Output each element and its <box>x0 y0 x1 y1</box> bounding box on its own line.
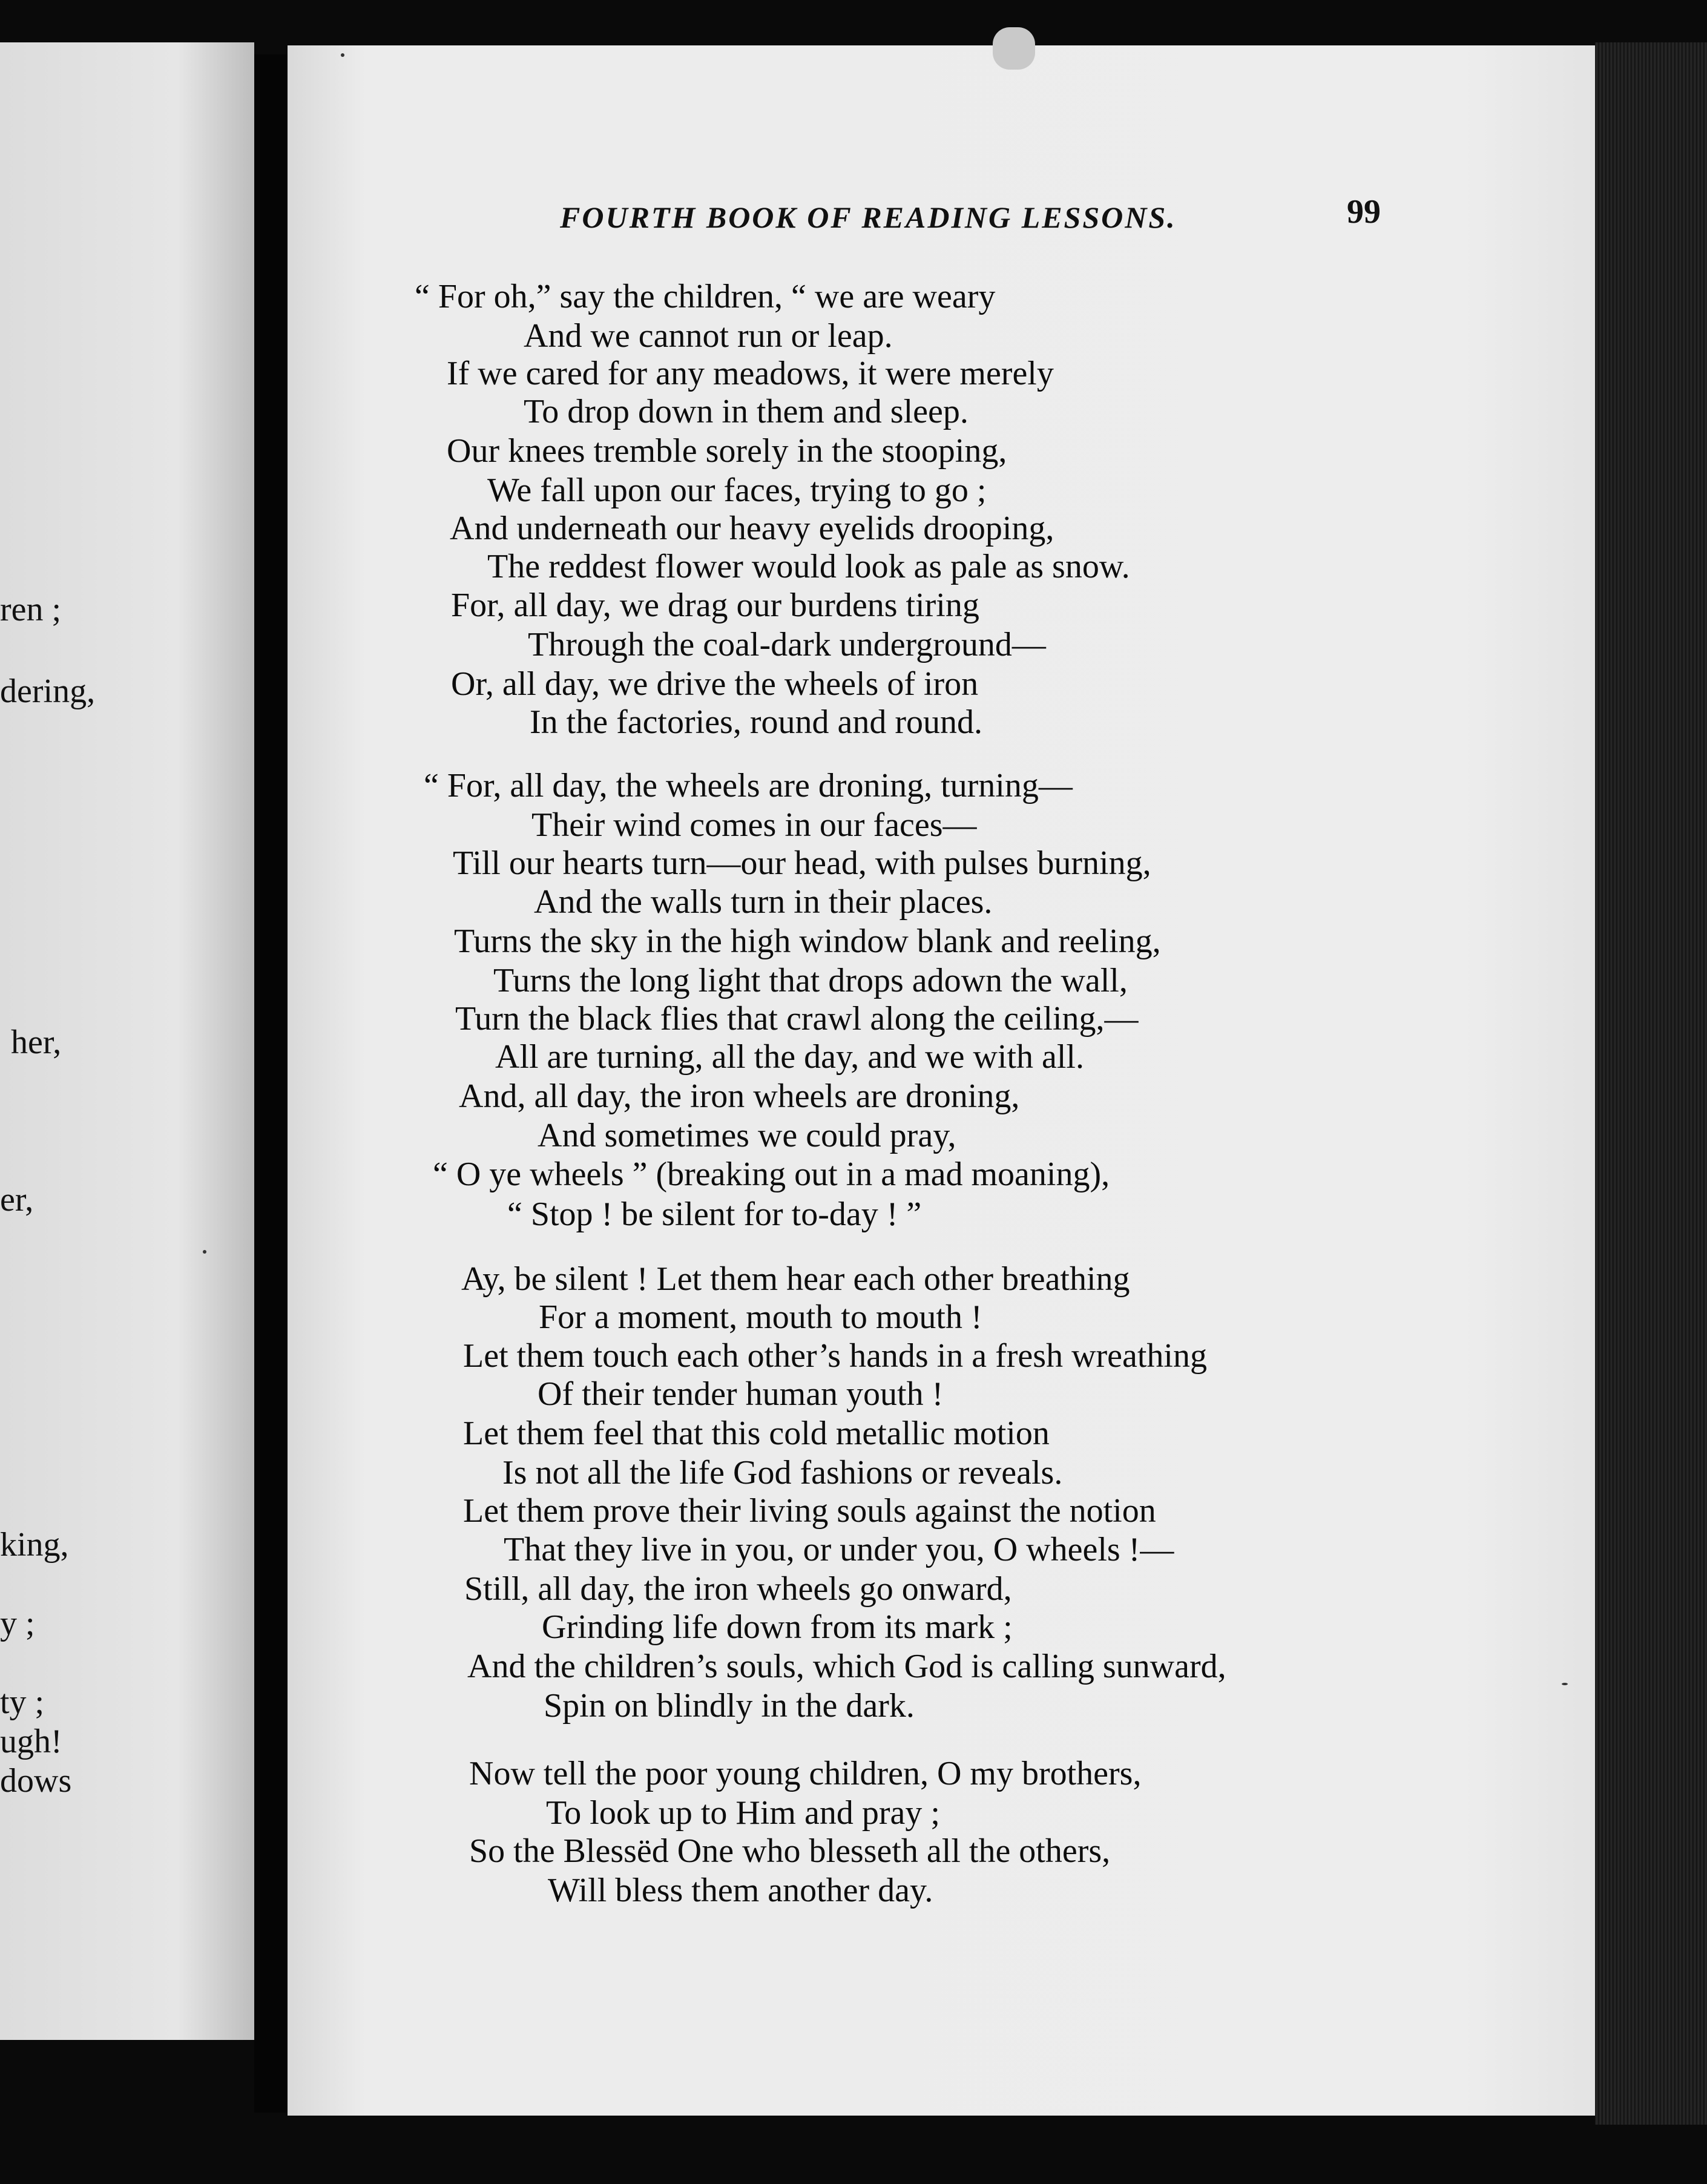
poem-line: Turns the long light that drops adown the wall, <box>493 962 1128 999</box>
scan-speck <box>1562 1683 1568 1685</box>
running-header: FOURTH BOOK OF READING LESSONS. <box>560 200 1177 234</box>
poem-line: So the Blessëd One who blesseth all the others, <box>469 1832 1111 1870</box>
poem-line: “ For, all day, the wheels are droning, turning— <box>424 767 1073 804</box>
left-fragment: dering, <box>0 673 96 710</box>
poem-line: And the children’s souls, which God is calling sunward, <box>467 1648 1226 1685</box>
page-number: 99 <box>1347 193 1381 231</box>
poem-line: Let them prove their living souls against the notion <box>463 1492 1156 1530</box>
left-fragment: ugh! <box>0 1723 62 1760</box>
poem-line: To drop down in them and sleep. <box>524 393 969 430</box>
poem-line: Of their tender human youth ! <box>538 1375 944 1413</box>
poem-line: Or, all day, we drive the wheels of iron <box>451 665 979 703</box>
poem-line: To look up to Him and pray ; <box>546 1794 940 1832</box>
book-gutter <box>254 54 291 2113</box>
poem-line: Turns the sky in the high window blank and reeling, <box>454 923 1161 960</box>
poem-line: And we cannot run or leap. <box>524 317 893 355</box>
scan-speck <box>203 1250 206 1254</box>
poem-line: And, all day, the iron wheels are droning, <box>459 1077 1020 1115</box>
poem-line: Through the coal-dark underground— <box>528 626 1046 663</box>
page-edges <box>1595 42 1707 2125</box>
poem-line: Still, all day, the iron wheels go onward, <box>464 1570 1012 1608</box>
poem-line: Ay, be silent ! Let them hear each other breathing <box>461 1260 1130 1298</box>
poem-line: In the factories, round and round. <box>530 703 982 741</box>
poem-line: “ Stop ! be silent for to-day ! ” <box>507 1196 922 1233</box>
poem-line: Will bless them another day. <box>548 1872 933 1909</box>
poem-line: If we cared for any meadows, it were merely <box>447 355 1054 392</box>
poem-line: Is not all the life God fashions or reveals. <box>502 1454 1063 1492</box>
poem-line: That they live in you, or under you, O wheels !— <box>504 1531 1174 1568</box>
poem-line: Their wind comes in our faces— <box>531 806 977 844</box>
poem-line: Let them touch each other’s hands in a fresh wreathing <box>463 1337 1207 1375</box>
poem-line: Till our hearts turn—our head, with pulses burning, <box>453 844 1151 882</box>
left-fragment: ren ; <box>0 591 62 628</box>
poem-line: “ O ye wheels ” (breaking out in a mad moaning), <box>433 1156 1110 1193</box>
poem-line: Our knees tremble sorely in the stooping, <box>447 432 1007 470</box>
left-page-text <box>0 42 254 2040</box>
left-fragment: king, <box>0 1526 69 1564</box>
left-fragment: ty ; <box>0 1683 45 1721</box>
scan-tear <box>993 27 1035 70</box>
left-fragment: dows <box>0 1762 72 1800</box>
poem-line: All are turning, all the day, and we with all. <box>495 1038 1084 1076</box>
poem-line: Let them feel that this cold metallic motion <box>463 1415 1050 1452</box>
poem-line: For a moment, mouth to mouth ! <box>539 1298 982 1336</box>
poem-line: Turn the black flies that crawl along the ceiling,— <box>455 1000 1139 1038</box>
left-fragment: er, <box>0 1181 34 1219</box>
poem-line: Spin on blindly in the dark. <box>544 1687 915 1725</box>
left-page <box>0 42 254 2040</box>
left-fragment: y ; <box>0 1605 35 1642</box>
poem-line: We fall upon our faces, trying to go ; <box>487 472 987 509</box>
poem-line: “ For oh,” say the children, “ we are weary <box>415 278 996 315</box>
poem-line: And the walls turn in their places. <box>534 883 993 921</box>
poem-line: The reddest flower would look as pale as snow. <box>487 548 1130 585</box>
poem-line: And underneath our heavy eyelids drooping, <box>450 510 1054 547</box>
poem-line: And sometimes we could pray, <box>538 1117 956 1154</box>
scan-speck <box>341 53 344 57</box>
poem-line: Now tell the poor young children, O my brothers, <box>469 1755 1142 1792</box>
left-fragment: her, <box>11 1024 62 1061</box>
poem-line: Grinding life down from its mark ; <box>542 1608 1013 1646</box>
poem-line: For, all day, we drag our burdens tiring <box>451 587 979 624</box>
